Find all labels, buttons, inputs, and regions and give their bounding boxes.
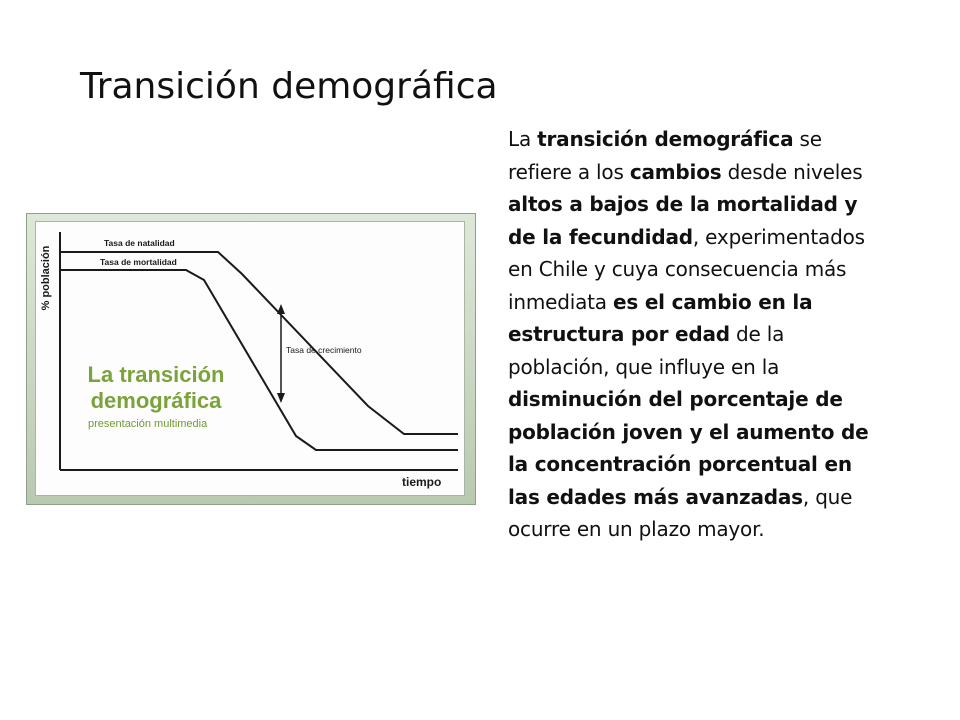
body-line (508, 253, 908, 286)
body-bold-run: transición demográfica (537, 127, 794, 151)
slide-title: Transición demográfica (80, 66, 498, 107)
body-bold-run: altos a bajos de la mortalidad y (508, 192, 858, 216)
body-bold-run: la concentración porcentual en (508, 452, 852, 476)
body-line (508, 221, 908, 254)
body-run: se (793, 127, 822, 151)
body-line (508, 513, 908, 546)
body-bold-run: cambios (629, 159, 722, 184)
body-run: , experimentados (692, 224, 865, 249)
body-run: , que (802, 484, 853, 509)
body-line (508, 383, 908, 416)
growth-arrow-head-down (277, 393, 285, 403)
y-axis-label: % población (40, 245, 52, 311)
body-run: en Chile y cuya consecuencia más (508, 257, 847, 281)
overlay-title-line1: La transición (87, 362, 225, 387)
body-line (508, 188, 908, 221)
body-paragraph (508, 123, 908, 546)
body-bold-run: población joven y el aumento de (508, 419, 869, 444)
x-axis-label: tiempo (402, 475, 442, 489)
body-bold-run: disminución del porcentaje de (508, 387, 843, 411)
body-line (508, 481, 908, 514)
growth-arrow-head-up (277, 304, 285, 314)
body-run: refiere a los (508, 159, 630, 184)
body-run: desde niveles (721, 159, 863, 184)
overlay-subtitle: presentación multimedia (88, 418, 208, 430)
transition-diagram-frame (26, 213, 476, 505)
body-line (508, 286, 908, 319)
body-line (508, 318, 908, 351)
body-run: La (508, 127, 538, 151)
body-bold-run: estructura por edad (508, 322, 730, 346)
body-run: población, que influye en la (508, 354, 780, 379)
body-line (508, 351, 908, 384)
body-bold-run: de la fecundidad (508, 224, 693, 249)
transition-diagram (36, 222, 464, 495)
body-bold-run: las edades más avanzadas (508, 484, 803, 509)
body-run: ocurre en un plazo mayor. (508, 517, 765, 541)
body-line (508, 448, 908, 481)
body-run: inmediata (508, 289, 613, 314)
body-line (508, 156, 908, 189)
overlay-title-line2: demográfica (90, 388, 222, 413)
body-bold-run: es el cambio en la (612, 289, 813, 314)
body-line (508, 416, 908, 449)
death-rate-label: Tasa de mortalidad (100, 257, 177, 267)
body-line (508, 123, 908, 156)
growth-rate-label: Tasa de crecimiento (286, 345, 362, 355)
birth-rate-label: Tasa de natalidad (104, 238, 175, 248)
transition-diagram-svg (36, 222, 464, 495)
body-run: de la (729, 322, 785, 346)
